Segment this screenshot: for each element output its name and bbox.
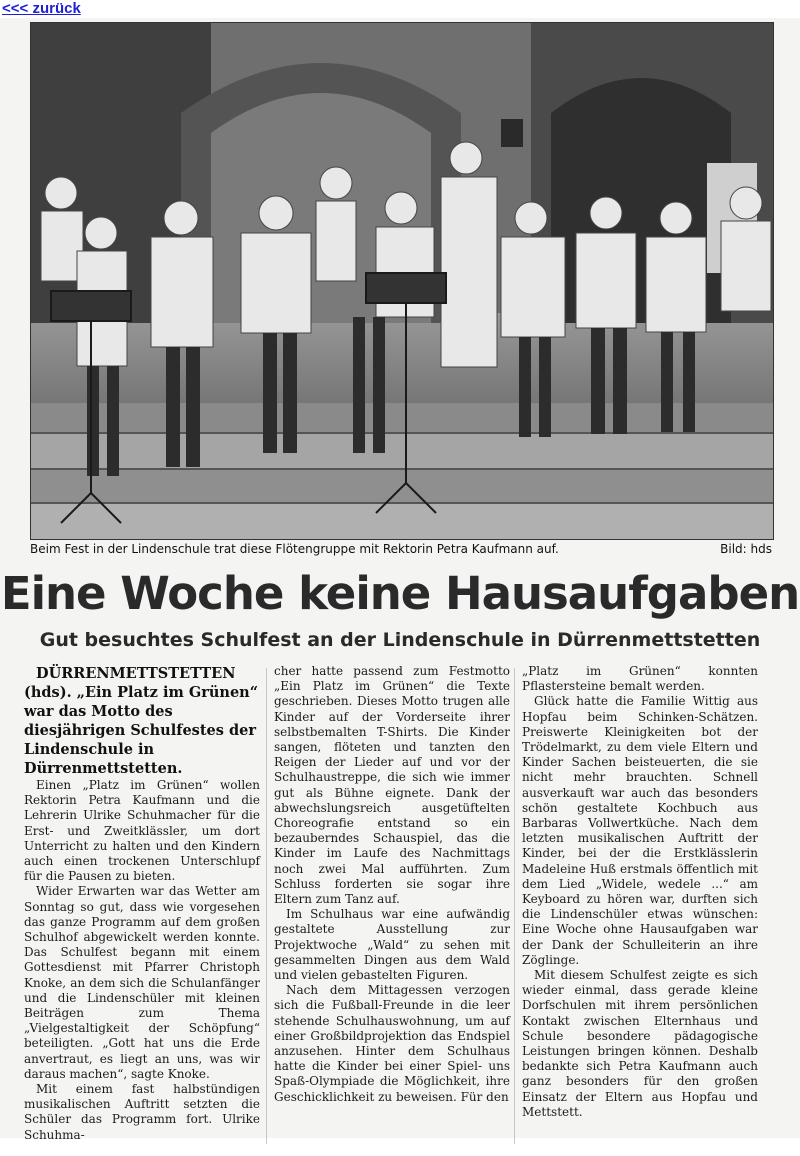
flute-group-photo bbox=[31, 23, 773, 539]
photo-caption: Beim Fest in der Lindenschule trat diese Flötengruppe mit Rektorin Petra Kaufmann auf. bbox=[30, 542, 559, 556]
paragraph: Wider Erwarten war das Wetter am Sonntag so gut, dass wie vorgesehen das ganze Programm auf dem großen Schulhof abgewickelt werden konnte. Das Schulfest begann mit einem Gottesdienst mit Pfarrer Christoph Knoke, an dem sich die Schulanfänger und die Lindenschüler mit kleinen Beiträgen zum Thema „Vielgestaltigkeit der Schöpfung“ beteiligten. „Gott hat uns die Erde anvertraut, es liegt an uns, was wir daraus machen“, sagte Knoke. bbox=[24, 884, 260, 1081]
article-column-1 bbox=[24, 664, 260, 1143]
newspaper-clipping bbox=[0, 18, 800, 1142]
paragraph: Glück hatte die Familie Wittig aus Hopfau beim Schinken-Schätzen. Preiswerte Kleinigkeiten bot der Trödelmarkt, zu dem viele Eltern und Kinder Sachen beisteuerten, die sie nicht mehr brauchten. Schnell ausverkauft war auch das besonders schön gestaltete Kochbuch aus Barbaras Vollwertküche. Nach dem letzten musikalischen Auftritt der Kinder, bei der die Erstklässlerin Madeleine Huß erstmals öffentlich mit dem Lied „Widele, wedele ...“ am Keyboard zu hören war, durften sich die Lindenschüler etwas wünschen: Eine Woche ohne Hausaufgaben war der Dank der Schulleiterin an ihre Zöglinge. bbox=[522, 694, 758, 967]
paragraph: cher hatte passend zum Festmotto „Ein Platz im Grünen“ die Texte geschrieben. Dieses Motto trugen alle Kinder auf der Vorderseite ihrer selbstbemalten T-Shirts. Die Kinder sangen, flöteten und tanzten den Reigen der Lieder auf und vor der Schulhaustreppe, die sich wie immer gut als Bühne eignete. Dank der abwechslungsreich ausgetüftelten Choreografie entstand so ein bezauberndes Schauspiel, das die Kinder im Laufe des Nachmittags noch zwei Mal aufführten. Zum Schluss forderten sie sogar ihre Eltern zum Tanz auf. bbox=[274, 664, 510, 907]
article-subheadline: Gut besuchtes Schulfest an der Lindenschule in Dürrenmettstetten bbox=[39, 629, 761, 651]
article-headline: Eine Woche keine Hausaufgaben bbox=[0, 567, 800, 620]
column-divider bbox=[266, 668, 267, 1144]
photo-caption-row bbox=[30, 542, 772, 560]
article-column-3 bbox=[522, 664, 758, 1120]
photo-credit: Bild: hds bbox=[720, 542, 772, 556]
paragraph: Mit einem fast halbstündigen musikalischen Auftritt setzten die Schüler das Programm fort. Ulrike Schuhma- bbox=[24, 1082, 260, 1142]
paragraph: Einen „Platz im Grünen“ wollen Rektorin Petra Kaufmann und die Lehrerin Ulrike Schuhmacher für die Erst- und Zweitklässler, um dort Unterricht zu halten und den Kindern auch einen trockenen Unterschlupf für die Pausen zu bieten. bbox=[24, 778, 260, 884]
paragraph: Im Schulhaus war eine aufwändig gestaltete Ausstellung zur Projektwoche „Wald“ zu sehen mit gesammelten Dingen aus dem Wald und vielen gebastelten Figuren. bbox=[274, 907, 510, 983]
paragraph: Nach dem Mittagessen verzogen sich die Fußball-Freunde in die leer stehende Schulhauswohnung, um auf einer Großbildprojektion das Endspiel anzusehen. Hinter dem Schulhaus hatte die Kinder bei einer Spiel- uns Spaß-Olympiade die Möglichkeit, ihre Geschicklichkeit zu beweisen. Für den bbox=[274, 983, 510, 1104]
column-divider bbox=[514, 668, 515, 1144]
article-lead: DÜRRENMETTSTETTEN (hds). „Ein Platz im Grünen“ war das Motto des diesjährigen Schulfestes der Lindenschule in Dürrenmettstetten. bbox=[24, 665, 259, 777]
paragraph: „Platz im Grünen“ konnten Pflastersteine bemalt werden. bbox=[522, 664, 758, 694]
back-link[interactable]: <<< zurück bbox=[2, 0, 81, 17]
paragraph: Mit diesem Schulfest zeigte es sich wieder einmal, dass gerade kleine Dorfschulen mit ihrem persönlichen Kontakt zwischen Elternhaus und Schule besondere pädagogische Leistungen bringen können. Deshalb bedankte sich Petra Kaufmann auch ganz besonders für den großen Einsatz der Eltern aus Hopfau und Mettstett. bbox=[522, 968, 758, 1119]
article-photo bbox=[30, 22, 774, 540]
article-column-2 bbox=[274, 664, 510, 1105]
